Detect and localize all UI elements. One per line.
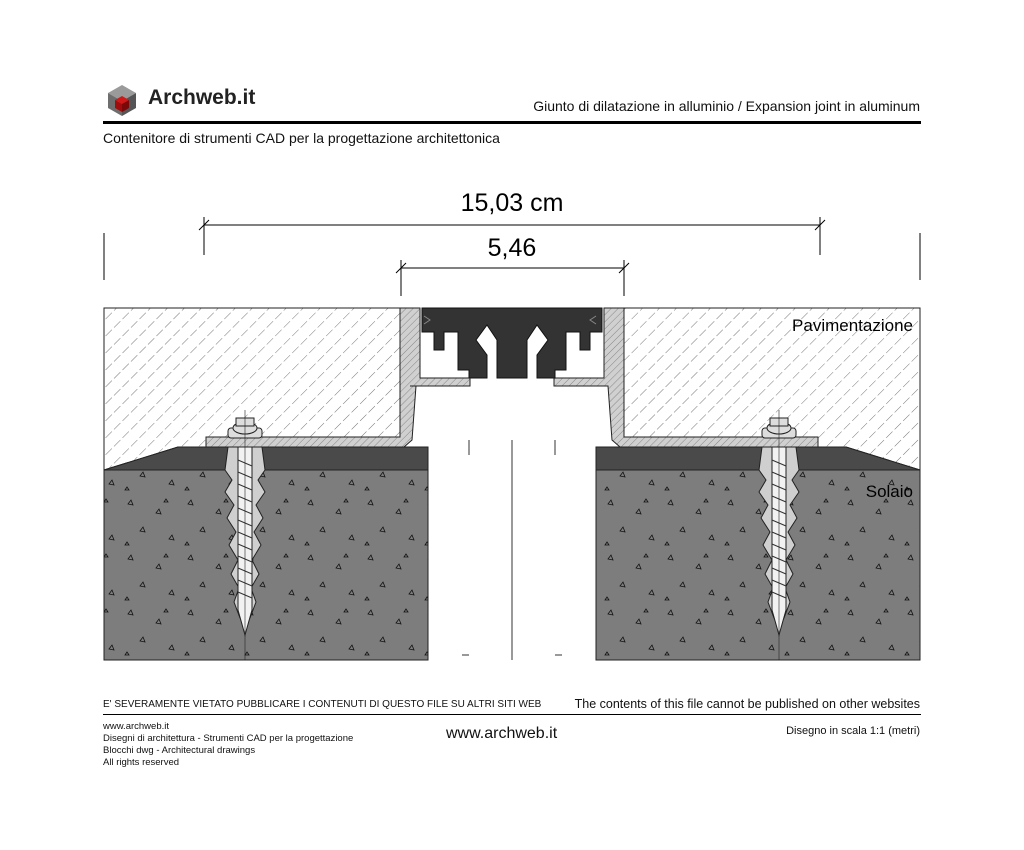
drawing-title: Giunto di dilatazione in alluminio / Expansion joint in aluminum (533, 98, 920, 114)
warning-italian: E' SEVERAMENTE VIETATO PUBBLICARE I CONTENUTI DI QUESTO FILE SU ALTRI SITI WEB (103, 699, 542, 710)
slab-label: Solaio (865, 482, 913, 501)
drawing-scale: Disegno in scala 1:1 (metri) (786, 725, 920, 737)
footer-line[interactable]: www.archweb.it (103, 721, 169, 732)
footer-line: Disegni di architettura - Strumenti CAD per la progettazione (103, 733, 354, 744)
slab-left (104, 470, 428, 660)
footer-url-link[interactable]: www.archweb.it (446, 725, 558, 742)
brand-name[interactable]: Archweb.it (148, 86, 256, 109)
footer-line: Blocchi dwg - Architectural drawings (103, 745, 256, 756)
rubber-insert (422, 308, 602, 378)
footer-info (103, 721, 353, 769)
dimension-joint-label: 5,46 (487, 234, 537, 262)
footer-line: All rights reserved (103, 757, 180, 768)
warning-english: The contents of this file cannot be published on other websites (574, 697, 920, 711)
dimension-total-label: 15,03 cm (460, 189, 564, 217)
dimension-joint (396, 260, 629, 296)
page-subtitle: Contenitore di strumenti CAD per la progettazione architettonica (103, 130, 500, 146)
joint-gap-lines (462, 440, 562, 660)
footer-divider (103, 714, 921, 715)
floor-label: Pavimentazione (792, 316, 913, 335)
